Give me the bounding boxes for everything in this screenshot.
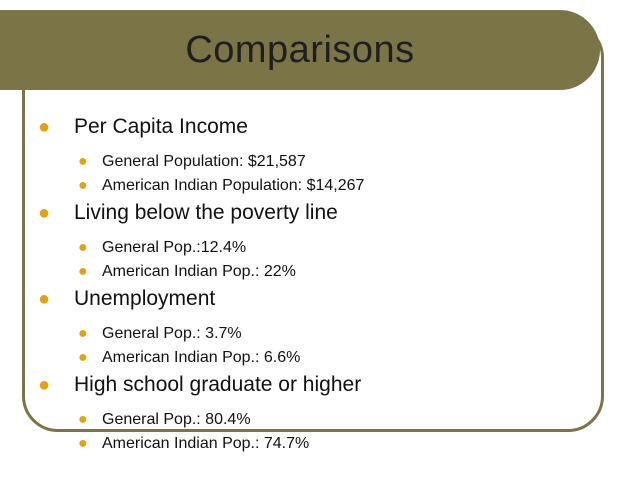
bullet-icon: ●	[78, 239, 88, 256]
list-item-text: General Pop.:12.4%	[102, 239, 247, 256]
bullet-icon: ●	[78, 349, 88, 366]
section-heading	[38, 198, 598, 236]
list-item	[38, 150, 598, 174]
bullet-icon: ●	[78, 435, 88, 452]
list-item-text: American Indian Pop.: 6.6%	[102, 349, 301, 366]
bullet-icon: ●	[38, 202, 51, 224]
list-item	[38, 174, 598, 198]
section-heading-text: Unemployment	[74, 287, 216, 310]
bullet-icon: ●	[78, 177, 88, 194]
list-item-text: General Pop.: 3.7%	[102, 325, 242, 342]
bullet-icon: ●	[78, 411, 88, 428]
section-heading	[38, 284, 598, 322]
list-item-text: American Indian Population: $14,267	[102, 177, 365, 194]
list-item-text: American Indian Pop.: 22%	[102, 263, 296, 280]
bullet-list	[38, 112, 598, 456]
list-item	[38, 432, 598, 456]
slide-title: Comparisons	[185, 28, 415, 71]
list-item-text: American Indian Pop.: 74.7%	[102, 435, 310, 452]
section-heading	[38, 370, 598, 408]
bullet-icon: ●	[78, 153, 88, 170]
section-heading-text: High school graduate or higher	[74, 373, 362, 396]
section-heading-text: Living below the poverty line	[74, 201, 338, 224]
bullet-icon: ●	[78, 263, 88, 280]
bullet-icon: ●	[38, 374, 51, 396]
list-item	[38, 346, 598, 370]
list-item	[38, 322, 598, 346]
bullet-icon: ●	[38, 288, 51, 310]
list-item-text: General Population: $21,587	[102, 153, 306, 170]
bullet-icon: ●	[78, 325, 88, 342]
list-item	[38, 236, 598, 260]
section-heading	[38, 112, 598, 150]
list-item	[38, 408, 598, 432]
list-item-text: General Pop.: 80.4%	[102, 411, 251, 428]
bullet-icon: ●	[38, 116, 51, 138]
list-item	[38, 260, 598, 284]
section-heading-text: Per Capita Income	[74, 115, 248, 138]
